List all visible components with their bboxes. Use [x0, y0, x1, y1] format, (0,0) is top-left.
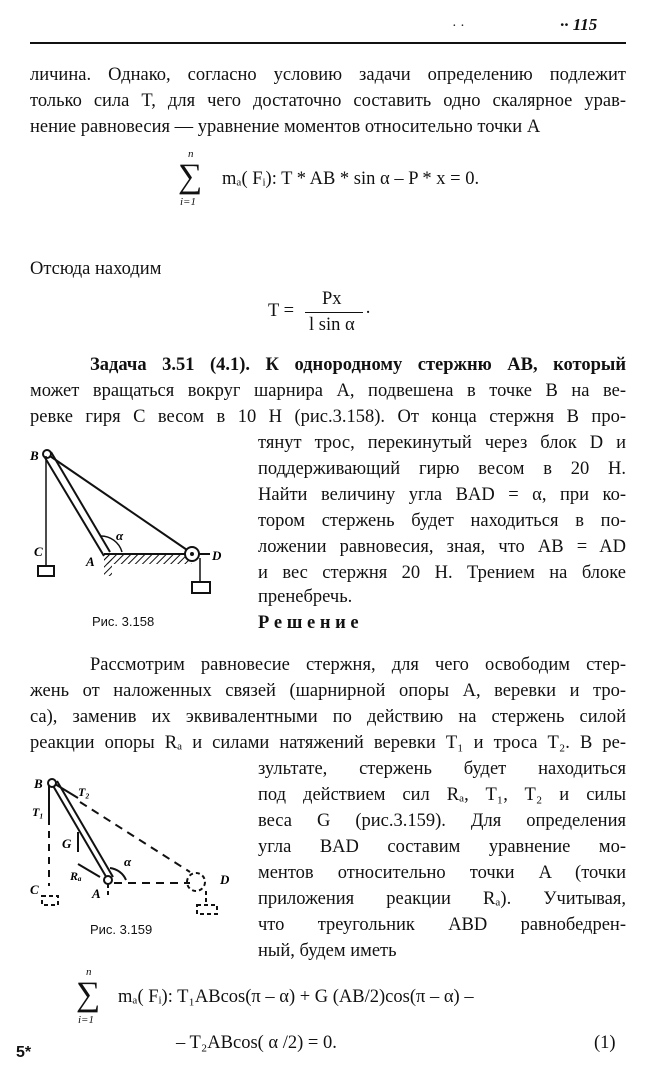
- problem-line: ложении равновесия, зная, что AB = AD: [258, 537, 626, 557]
- fraction-bar: [305, 312, 363, 313]
- problem-line: тором стержень будет находиться в по-: [258, 511, 626, 531]
- para1-line: личина. Однако, согласно условию задачи определению подлежит: [30, 65, 626, 85]
- sum-sign: ∑: [178, 158, 203, 195]
- signature-mark: 5*: [16, 1044, 32, 1061]
- solution-line: ный, будем иметь: [258, 941, 397, 961]
- page-number: ·· 115: [560, 15, 598, 34]
- equation-line: – T₂ABcos( α /2) = 0.: [176, 1033, 337, 1053]
- para1-line: только сила T, для чего достаточно составить одно скалярное урав-: [30, 91, 626, 111]
- label-a: A: [86, 554, 95, 569]
- solution-line: жень от наложенных связей (шарнирной опоры A, веревки и тро-: [30, 681, 626, 701]
- figure-3-158: [0, 430, 250, 608]
- problem-line: Найти величину угла BAD = α, при ко-: [258, 485, 626, 505]
- problem-line: ревке гиря C весом в 10 Н (рис.3.158). От конца стержня B про-: [30, 407, 626, 427]
- equation-body: mₐ( Fᵢ): T * AB * sin α – P * x = 0.: [222, 169, 480, 189]
- problem-line: может вращаться вокруг шарнира A, подвешена в точке B на ве-: [30, 381, 626, 401]
- label-alpha: α: [124, 854, 132, 869]
- solution-line: са), заменив их эквивалентными по действию на стержень силой: [30, 707, 626, 727]
- solution-line: что треугольник ABD равнобедрен-: [258, 915, 626, 935]
- sum-lower: i=1: [78, 1014, 94, 1026]
- para1-line: нение равновесия — уравнение моментов относительно точки A: [30, 117, 541, 137]
- from-here-text: Отсюда находим: [30, 259, 162, 279]
- solution-line: Рассмотрим равновесие стержня, для чего освободим стер-: [90, 655, 626, 675]
- sum-upper: n: [188, 148, 194, 160]
- solution-line: реакции опоры Rₐ и силами натяжений веревки T₁ и троса T₂. В ре-: [30, 733, 626, 753]
- problem-line: поддерживающий гирю весом в 20 Н.: [258, 459, 626, 479]
- label-alpha: α: [116, 528, 124, 543]
- solution-title: Р е ш е н и е: [258, 613, 359, 633]
- eq2-lhs: T =: [268, 301, 295, 321]
- label-a: A: [92, 886, 101, 901]
- solution-line: под действием сил Rₐ, T₁, T₂ и силы: [258, 785, 626, 805]
- header-dots: · ·: [452, 19, 465, 34]
- equation-number: (1): [594, 1033, 616, 1053]
- header-rule: [30, 42, 626, 44]
- label-b: B: [30, 448, 39, 463]
- solution-line: зультате, стержень будет находиться: [258, 759, 626, 779]
- problem-line: пренебречь.: [258, 587, 353, 607]
- label-c: C: [34, 544, 43, 559]
- label-b: B: [34, 776, 43, 791]
- label-ra: Rₐ: [70, 869, 82, 883]
- figure-3-159: [0, 756, 250, 918]
- problem-line: Задача 3.51 (4.1). К однородному стержню AB, который: [90, 355, 626, 375]
- equation-line: mₐ( Fᵢ): T₁ABcos(π – α) + G (AB/2)cos(π – α) –: [118, 987, 474, 1007]
- label-t2: T₂: [78, 785, 90, 799]
- figure-caption: Рис. 3.158: [92, 614, 155, 629]
- label-d: D: [220, 872, 230, 887]
- sum-upper: n: [86, 966, 92, 978]
- eq2-denominator: l sin α: [309, 315, 355, 335]
- solution-line: угла BAD составим уравнение мо-: [258, 837, 626, 857]
- eq2-numerator: Px: [322, 289, 342, 309]
- label-g: G: [62, 836, 72, 851]
- sum-sign: ∑: [76, 976, 101, 1013]
- sum-lower: i=1: [180, 196, 196, 208]
- figure-caption: Рис. 3.159: [90, 922, 153, 937]
- eq2-end: ·: [365, 303, 372, 323]
- solution-line: веса G (рис.3.159). Для определения: [258, 811, 626, 831]
- solution-line: ментов относительно точки A (точки: [258, 863, 626, 883]
- problem-line: тянут трос, перекинутый через блок D и: [258, 433, 626, 453]
- solution-line: приложения реакции Rₐ). Учитывая,: [258, 889, 626, 909]
- problem-line: и вес стержня 20 Н. Трением на блоке: [258, 563, 626, 583]
- label-t1: T₁: [32, 805, 44, 819]
- label-c: C: [30, 882, 39, 897]
- label-d: D: [212, 548, 222, 563]
